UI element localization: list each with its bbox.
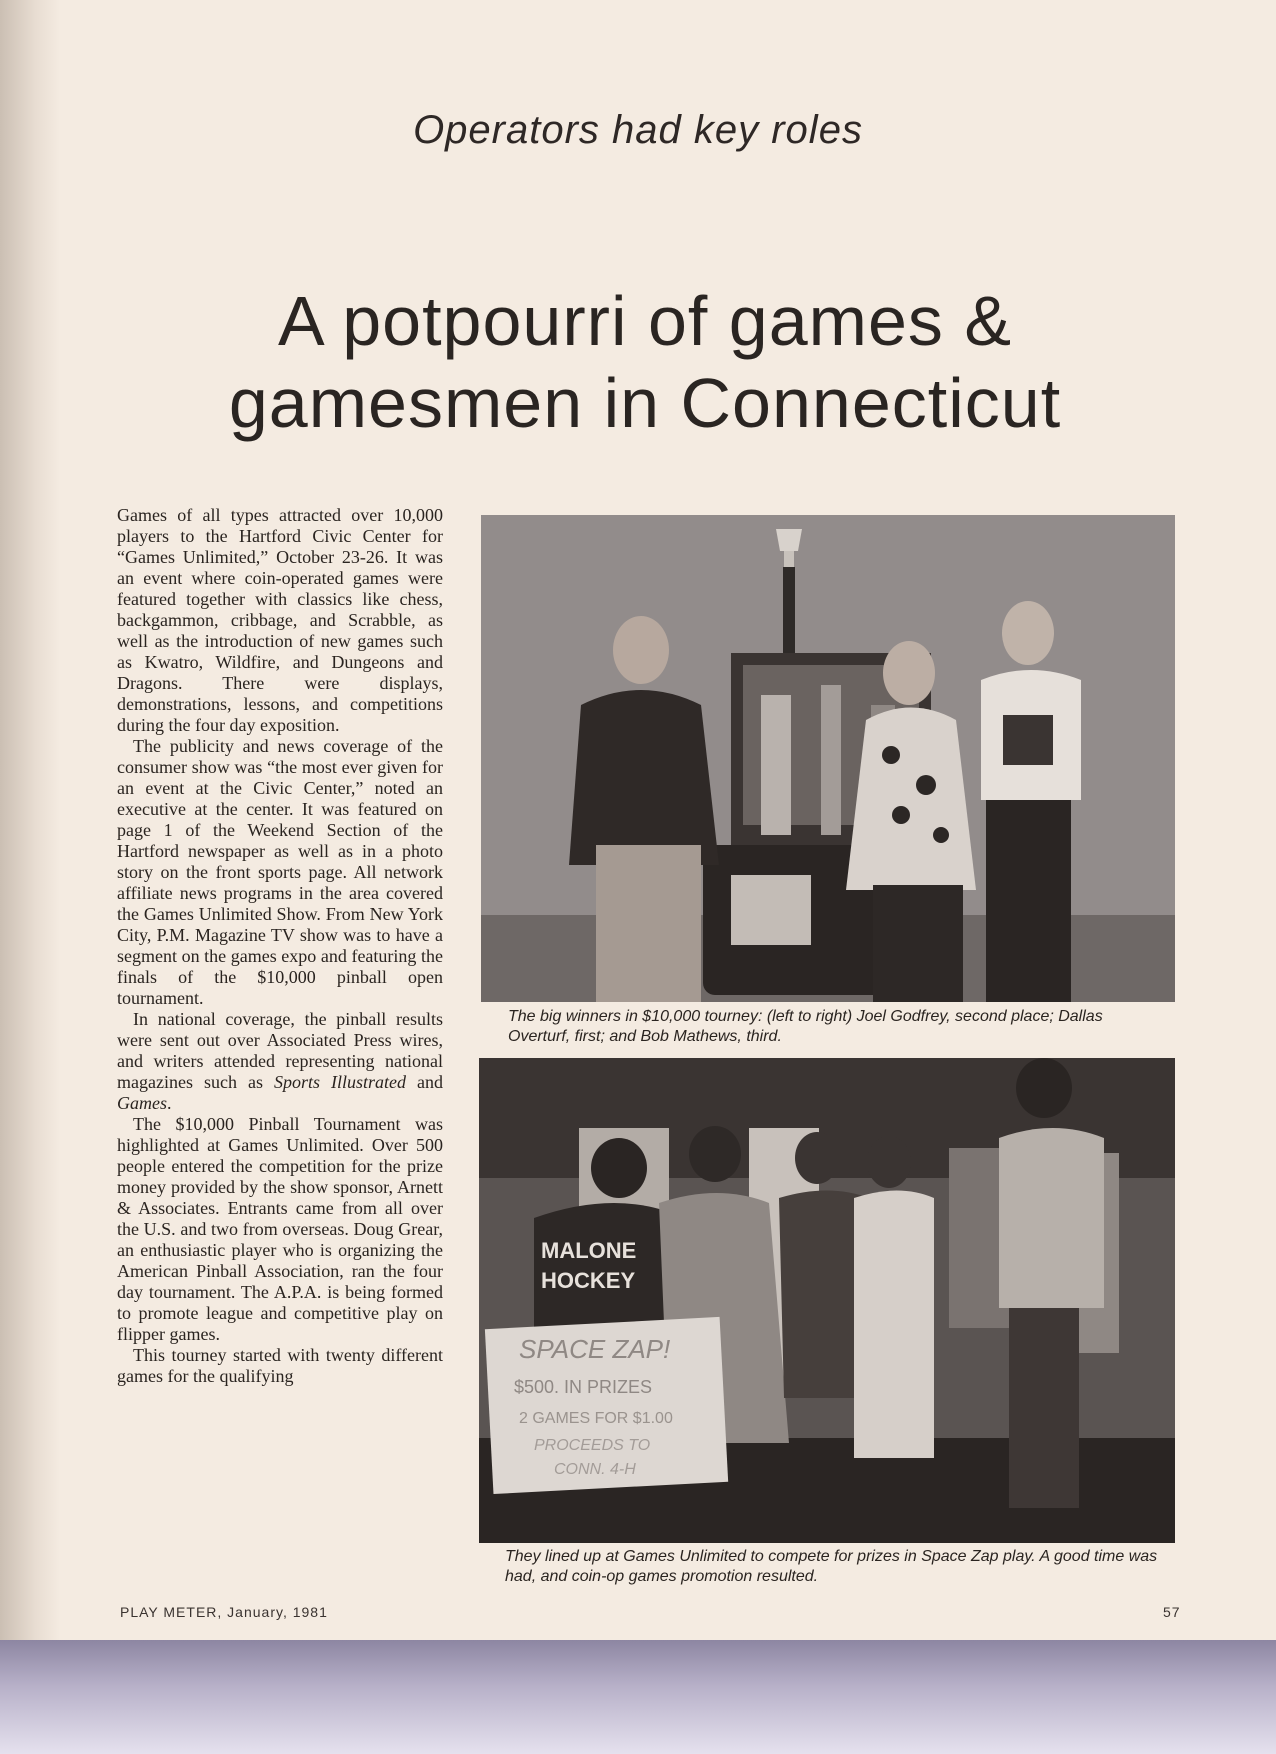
article-body	[117, 505, 443, 1387]
sign-line: 2 GAMES FOR $1.00	[519, 1410, 673, 1427]
sign-line: $500. IN PRIZES	[514, 1377, 653, 1397]
page-spine-shadow	[0, 0, 60, 1640]
body-paragraph: The $10,000 Pinball Tournament was highlighted at Games Unlimited. Over 500 people entered the competition for the prize money provided by the show sponsor, Arnett & Associates. Entrants came from all over the U.S. and two from overseas. Doug Grear, an enthusiastic player who is organizing the American Pinball Association, ran the four day tournament. The A.P.A. is being formed to promote league and competitive play on flipper games.	[117, 1114, 443, 1344]
body-text: .	[167, 1093, 172, 1113]
body-paragraph: Games of all types attracted over 10,000 players to the Hartford Civic Center for “Games Unlimited,” October 23-26. It was an event where coin-operated games were featured together with classics like chess, backgammon, cribbage, and Scrabble, as well as the introduction of new games such as Kwatro, Wildfire, and Dungeons and Dragons. There were displays, demonstrations, lessons, and competitions during the four day exposition.	[117, 505, 443, 735]
body-paragraph: This tourney started with twenty different games for the qualifying	[117, 1345, 443, 1386]
article-headline: A potpourri of games & gamesmen in Connecticut	[228, 282, 1062, 442]
article-kicker: Operators had key roles	[413, 108, 863, 152]
sign-line: CONN. 4-H	[554, 1461, 636, 1478]
space-zap-sign	[485, 1317, 728, 1494]
jacket-text-line2: HOCKEY	[541, 1268, 636, 1293]
page-number: 57	[1163, 1604, 1181, 1620]
magazine-name: Sports Illustrated	[273, 1072, 406, 1092]
space-zap-photo	[479, 1058, 1175, 1543]
magazine-name: Games	[117, 1093, 167, 1113]
body-text: and	[406, 1072, 443, 1092]
photo-caption: They lined up at Games Unlimited to compete for prizes in Space Zap play. A good time was had, and coin-op games promotion resulted.	[505, 1548, 1158, 1585]
body-paragraph: The publicity and news coverage of the consumer show was “the most ever given for an event at the Civic Center,” noted an executive at the center. It was featured on page 1 of the Weekend Section of the Hartford newspaper as well as in a photo story on the front sports page. All network affiliate news programs in the area covered the Games Unlimited Show. From New York City, P.M. Magazine TV show was to have a segment on the games expo and featuring the finals of the $10,000 pinball open tournament.	[117, 736, 443, 1008]
sign-line: PROCEEDS TO	[534, 1437, 651, 1454]
body-text: In national coverage, the pinball results were sent out over Associated Press wires, and writers attended representing national magazines such as	[117, 1009, 443, 1092]
folio-publication: PLAY METER, January, 1981	[120, 1604, 328, 1620]
sign-line: SPACE ZAP!	[519, 1334, 671, 1364]
photo-caption: The big winners in $10,000 tourney: (left to right) Joel Godfrey, second place; Dallas Overturf, first; and Bob Mathews, third.	[508, 1008, 1103, 1045]
scan-background	[0, 1640, 1276, 1754]
body-paragraph	[117, 1009, 443, 1114]
jacket-text-line1: MALONE	[541, 1238, 637, 1263]
winners-photo	[481, 515, 1175, 1002]
